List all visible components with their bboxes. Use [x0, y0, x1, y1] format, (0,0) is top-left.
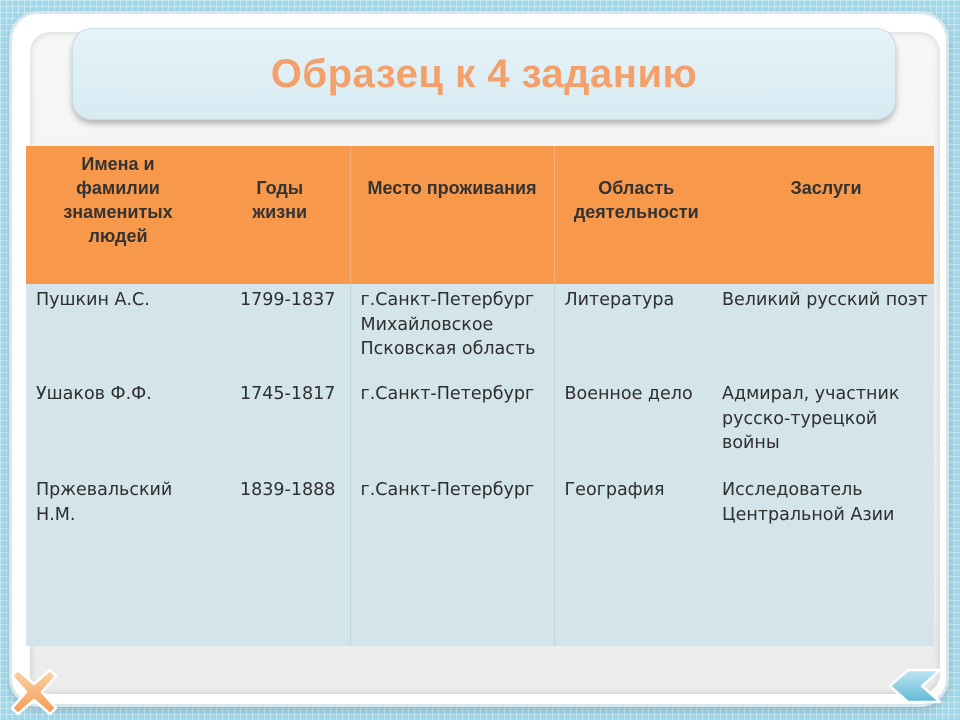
- header-years: Годы жизни: [210, 146, 350, 284]
- header-field: Область деятельности: [554, 146, 718, 284]
- close-x-icon[interactable]: [8, 666, 60, 718]
- cell-name: Пушкин А.С.: [36, 290, 150, 310]
- cell-place: г.Санкт-Петербург: [350, 382, 554, 478]
- table-row: [26, 478, 934, 646]
- header-merits: Заслуги: [718, 146, 934, 284]
- cell-field: География: [554, 478, 718, 646]
- header-names: Имена и фамилии знаменитых людей: [26, 146, 210, 284]
- page-title: Образец к 4 заданию: [270, 51, 698, 96]
- back-arrow-icon[interactable]: [886, 666, 944, 706]
- cell-name: Ушаков Ф.Ф.: [36, 384, 152, 404]
- cell-years: 1839-1888: [240, 480, 336, 500]
- table-row: [26, 284, 934, 382]
- title-banner: [72, 28, 896, 120]
- cell-place: г.Санкт-Петербург Михайловское Псковская область: [350, 284, 554, 382]
- cell-field: Литература: [554, 284, 718, 382]
- cell-merits: Исследователь Центральной Азии: [722, 480, 895, 525]
- info-table: [26, 146, 934, 646]
- cell-merits: Великий русский поэт: [722, 290, 928, 310]
- cell-merits: Адмирал, участник русско-турецкой войны: [722, 384, 900, 453]
- cell-years: 1799-1837: [240, 290, 336, 310]
- table-header-row: [26, 146, 934, 284]
- table-row: [26, 382, 934, 478]
- header-place: Место проживания: [350, 146, 554, 284]
- cell-name: Пржевальский Н.М.: [36, 480, 173, 525]
- cell-place: г.Санкт-Петербург: [350, 478, 554, 646]
- cell-years: 1745-1817: [240, 384, 336, 404]
- info-table-container: [26, 146, 934, 646]
- cell-field: Военное дело: [554, 382, 718, 478]
